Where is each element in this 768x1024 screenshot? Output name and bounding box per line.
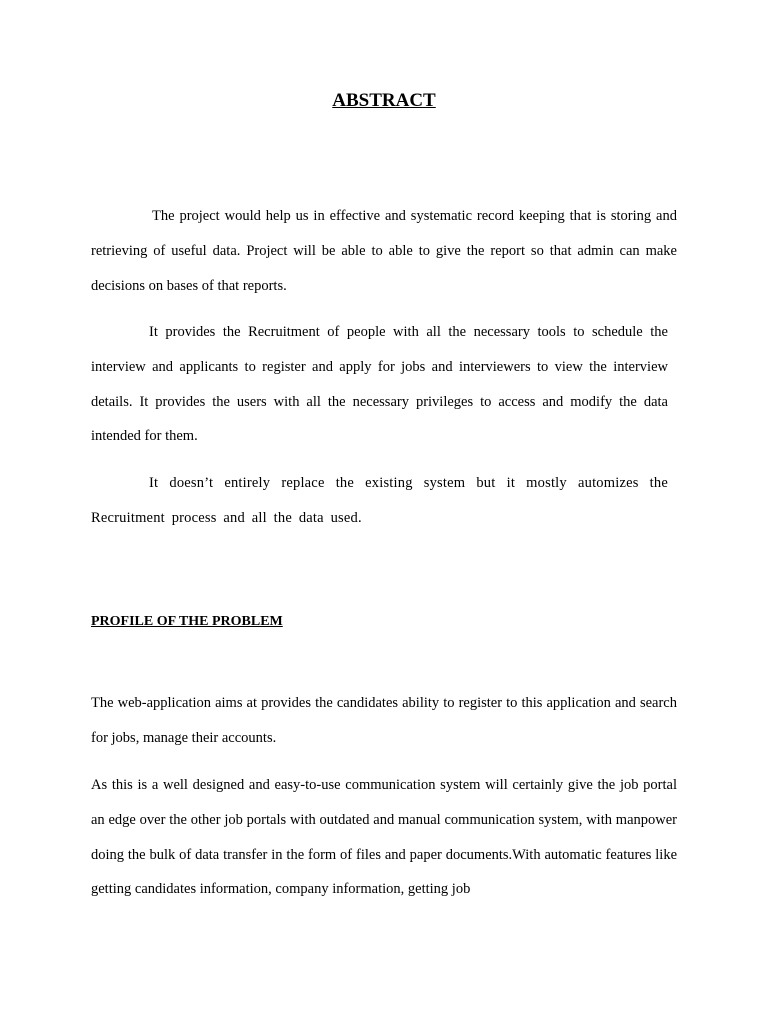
abstract-paragraph-3: It doesn’t entirely replace the existing system but it mostly automizes the Recruitment process and all the data used.: [91, 475, 668, 526]
section-heading: PROFILE OF THE PROBLEM: [91, 614, 283, 629]
abstract-paragraph-2: It provides the Recruitment of people with all the necessary tools to schedule the interview and applicants to register and apply for jobs and interviewers to view the interview details. It provides the users with all the necessary privileges to access and modify the data intended for them.: [91, 324, 668, 445]
abstract-paragraph-1: The project would help us in effective and systematic record keeping that is storing and retrieving of useful data. Project will be able to able to give the report so that admin can make decisions on bases of that reports.: [91, 208, 677, 294]
page-title: ABSTRACT: [332, 90, 436, 111]
profile-paragraph-2: As this is a well designed and easy-to-use communication system will certainly give the job portal an edge over the other job portals with outdated and manual communication system, with manpower doing the bulk of data transfer in the form of files and paper documents.With automatic features like getting candidates information, company information, getting job: [91, 777, 677, 898]
profile-paragraph-1: The web-application aims at provides the candidates ability to register to this application and search for jobs, manage their accounts.: [91, 695, 677, 746]
